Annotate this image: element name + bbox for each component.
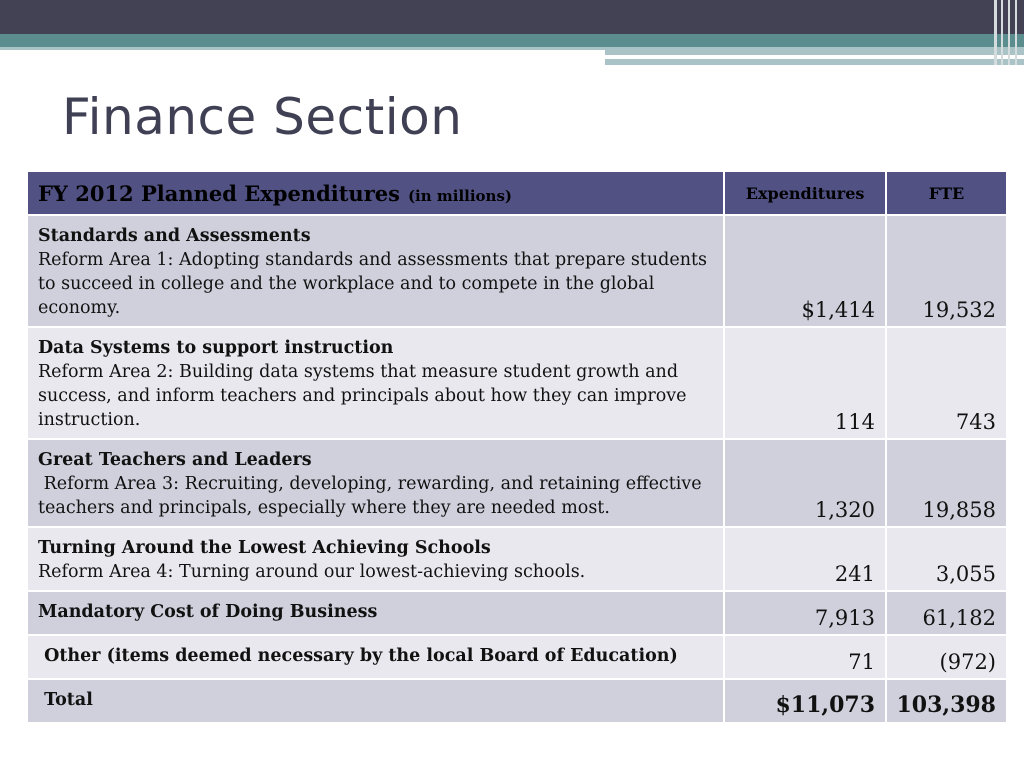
header-stripe	[1001, 0, 1003, 65]
row-expenditures: 71	[724, 635, 886, 679]
header-stripe	[1008, 0, 1010, 65]
row-title: Great Teachers and Leaders	[38, 450, 312, 470]
row-expenditures: $1,414	[724, 215, 886, 327]
row-fte: 3,055	[886, 527, 1007, 591]
table-header-title-cell	[27, 171, 724, 215]
row-expenditures: 7,913	[724, 591, 886, 635]
header-stripe	[994, 0, 997, 65]
header-accent-line-left	[0, 47, 605, 50]
header-divider-line	[605, 55, 950, 57]
row-description-cell	[27, 635, 724, 679]
header-stripe	[1015, 0, 1017, 65]
row-description: Reform Area 3: Recruiting, developing, rewarding, and retaining effective teachers and principals, especially where they are needed most.	[38, 474, 708, 518]
header-band	[0, 0, 1024, 34]
header-accent-line-lower	[605, 59, 1024, 65]
row-title: Mandatory Cost of Doing Business	[38, 602, 378, 622]
row-fte: 743	[886, 327, 1007, 439]
row-title: Turning Around the Lowest Achieving Schools	[38, 538, 491, 558]
row-expenditures: 1,320	[724, 439, 886, 527]
row-description: Reform Area 4: Turning around our lowest-achieving schools.	[38, 562, 586, 582]
row-description-cell	[27, 679, 724, 723]
row-fte: (972)	[886, 635, 1007, 679]
table-header-title: FY 2012 Planned Expenditures	[38, 180, 400, 206]
row-description-cell	[27, 527, 724, 591]
total-fte: 103,398	[886, 679, 1007, 723]
row-description-cell	[27, 591, 724, 635]
row-description-cell	[27, 439, 724, 527]
table-row	[27, 635, 1007, 679]
column-header-fte: FTE	[886, 171, 1007, 215]
header-accent-line-right	[605, 47, 1024, 55]
table-header-subtitle: (in millions)	[407, 186, 512, 205]
table-row	[27, 439, 1007, 527]
row-description: Reform Area 1: Adopting standards and assessments that prepare students to succeed in college and the workplace and to compete in the global economy.	[38, 250, 708, 318]
row-fte: 19,532	[886, 215, 1007, 327]
total-label: Total	[38, 690, 93, 710]
row-expenditures: 241	[724, 527, 886, 591]
table-row	[27, 527, 1007, 591]
table-row	[27, 327, 1007, 439]
row-title: Other (items deemed necessary by the local Board of Education)	[38, 646, 678, 666]
row-fte: 61,182	[886, 591, 1007, 635]
finance-table	[26, 170, 1008, 724]
row-fte: 19,858	[886, 439, 1007, 527]
row-expenditures: 114	[724, 327, 886, 439]
total-expenditures: $11,073	[724, 679, 886, 723]
row-title: Standards and Assessments	[38, 226, 311, 246]
row-description: Reform Area 2: Building data systems that measure student growth and success, and inform teachers and principals about how they can improve instruction.	[38, 362, 687, 430]
total-row	[27, 679, 1007, 723]
table-header-row	[27, 171, 1007, 215]
header-accent-band	[0, 34, 1024, 47]
column-header-expenditures: Expenditures	[724, 171, 886, 215]
table-row	[27, 591, 1007, 635]
row-description-cell	[27, 327, 724, 439]
slide-title: Finance Section	[62, 88, 463, 146]
row-title: Data Systems to support instruction	[38, 338, 394, 358]
row-description-cell	[27, 215, 724, 327]
table-row	[27, 215, 1007, 327]
